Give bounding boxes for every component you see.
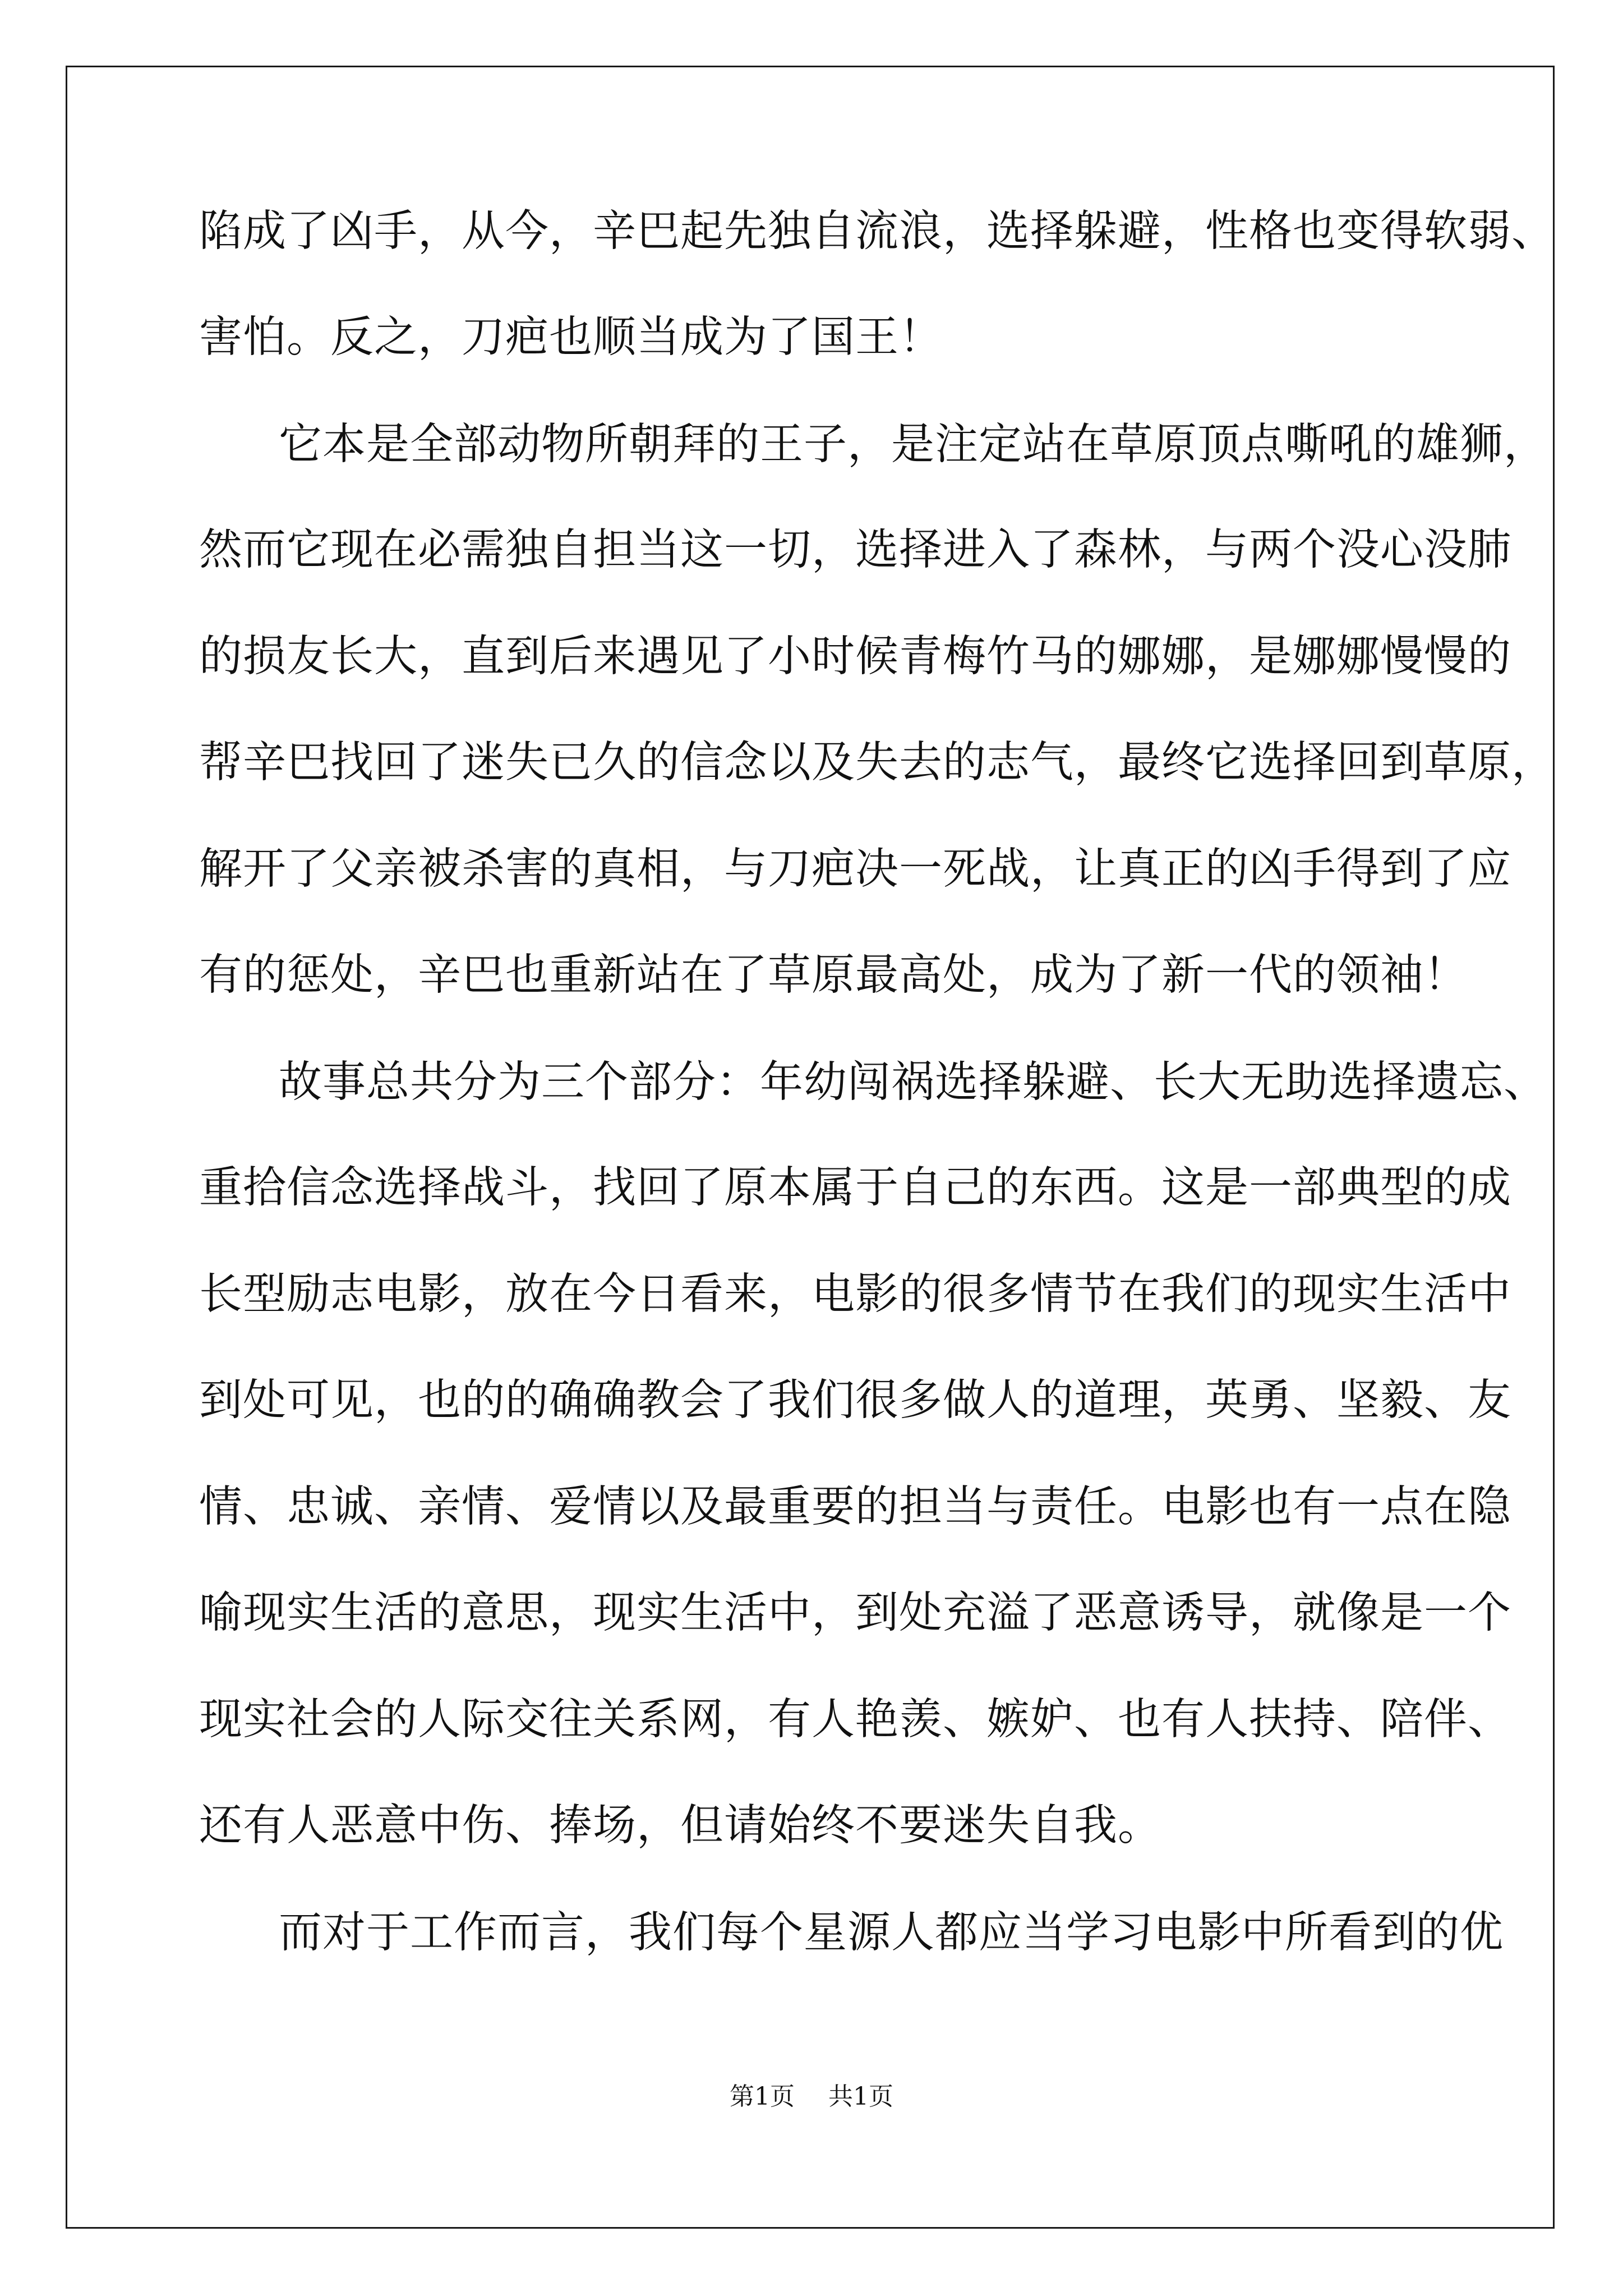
text-line: 到处可见，也的的确确教会了我们很多做人的道理，英勇、坚毅、友 [199,1375,1511,1425]
text-line: 解开了父亲被杀害的真相，与刀疤决一死战，让真正的凶手得到了应 [199,844,1511,894]
text-line: 重拾信念选择战斗，找回了原本属于自己的东西。这是一部典型的成 [199,1163,1511,1213]
text-line: 现实社会的人际交往关系网，有人艳羡、嫉妒、也有人扶持、陪伴、 [199,1695,1511,1745]
text-line: 陷成了凶手，从今，辛巴起先独自流浪，选择躲避，性格也变得软弱、 [199,206,1555,256]
page-footer [0,2080,1623,2114]
text-line: 它本是全部动物所朝拜的王子，是注定站在草原顶点嘶吼的雄狮， [279,420,1547,470]
text-line: 故事总共分为三个部分：年幼闯祸选择躲避、长大无助选择遗忘、 [279,1057,1547,1107]
text-line: 的损友长大，直到后来遇见了小时候青梅竹马的娜娜，是娜娜慢慢的 [199,632,1511,682]
page-total: 共1页 [828,2082,893,2111]
text-line: 帮辛巴找回了迷失已久的信念以及失去的志气，最终它选择回到草原， [199,738,1555,788]
text-line: 还有人恶意中伤、捧场，但请始终不要迷失自我。 [199,1801,1161,1851]
text-line: 而对于工作而言，我们每个星源人都应当学习电影中所看到的优 [279,1908,1504,1958]
page-number: 第1页 [730,2082,795,2111]
text-line: 喻现实生活的意思，现实生活中，到处充溢了恶意诱导，就像是一个 [199,1588,1511,1638]
text-line: 害怕。反之，刀疤也顺当成为了国王！ [199,312,943,362]
text-line: 情、忠诚、亲情、爱情以及最重要的担当与责任。电影也有一点在隐 [199,1482,1511,1532]
text-line: 然而它现在必需独自担当这一切，选择进入了森林，与两个没心没肺 [199,525,1511,575]
text-line: 长型励志电影，放在今日看来，电影的很多情节在我们的现实生活中 [199,1269,1511,1319]
text-line: 有的惩处，辛巴也重新站在了草原最高处，成为了新一代的领袖！ [199,950,1468,1000]
